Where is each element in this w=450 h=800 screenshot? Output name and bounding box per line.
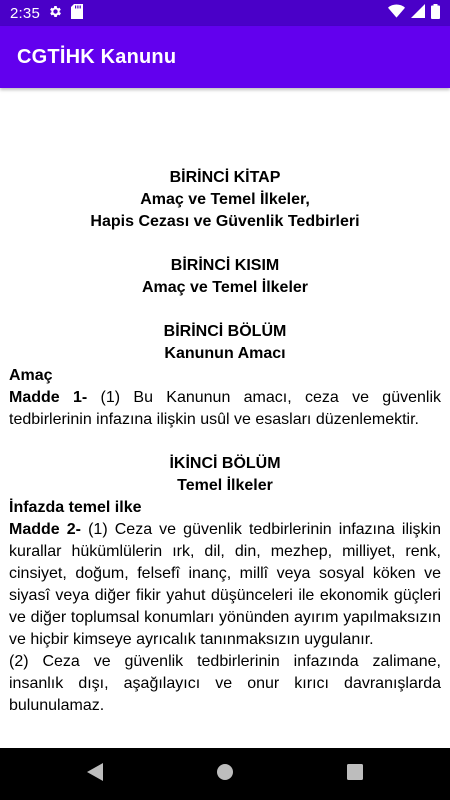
chapter-heading-line: Temel İlkeler [177,477,273,494]
article2-label: Madde 2- [9,521,81,538]
status-time: 2:35 [10,4,40,22]
chapter-heading-line: Kanunun Amacı [164,345,286,362]
app-bar [0,26,450,88]
home-icon [216,763,234,786]
navigation-bar [0,748,450,800]
article2-text: (1) Ceza ve güvenlik tedbirlerinin infazına ilişkin kurallar hükümlülerin ırk, dil, din, mezhep, milliyet, renk, cinsiyet, doğum, felsefî inanç, millî veya sosyal köken ve siyasî veya diğer fikir yahut düşünceleri ile ekonomik güçleri ve diğer toplumsal konumları yönünden ayırım yapılmaksızın ve hiçbir kimseye ayrıcalık tanınmaksızın uygulanır. [9,521,442,648]
chapter1-heading [9,321,441,365]
signal-icon [411,4,425,22]
status-bar [0,0,450,26]
home-button[interactable] [160,748,290,800]
book-heading-line: Amaç ve Temel İlkeler, [140,191,310,208]
book-heading [9,167,441,233]
recents-icon [347,764,363,785]
chapter-heading-line: BİRİNCİ BÖLÜM [163,323,287,340]
back-button[interactable] [30,748,160,800]
book-heading-line: BİRİNCİ KİTAP [169,169,281,186]
book-heading-line: Hapis Cezası ve Güvenlik Tedbirleri [90,213,360,230]
article1-text: (1) Bu Kanunun amacı, ceza ve güvenlik tedbirlerinin infazına ilişkin usûl ve esasları düzenlemektir. [9,389,442,428]
battery-icon [431,4,440,23]
part-heading-line: Amaç ve Temel İlkeler [141,279,309,296]
law-text-content[interactable] [0,88,450,748]
chapter2-heading [9,453,441,497]
article1-title: Amaç [9,367,53,384]
recents-button[interactable] [290,748,420,800]
wifi-icon [388,4,405,22]
gear-icon [48,4,63,23]
sd-card-icon [71,4,83,23]
article2-paragraph [9,519,441,651]
article1-label: Madde 1- [9,389,88,406]
article2-title: İnfazda temel ilke [9,499,142,516]
app-title: CGTİHK Kanunu [17,45,177,68]
back-icon [87,763,103,786]
chapter-heading-line: İKİNCİ BÖLÜM [169,455,281,472]
article1-paragraph [9,387,441,431]
part-heading-line: BİRİNCİ KISIM [170,257,280,274]
part-heading [9,255,441,299]
article2-paragraph-2: (2) Ceza ve güvenlik tedbirlerinin infazında zalimane, insanlık dışı, aşağılayıcı ve onur kırıcı davranışlarda bulunulamaz. [9,653,441,714]
